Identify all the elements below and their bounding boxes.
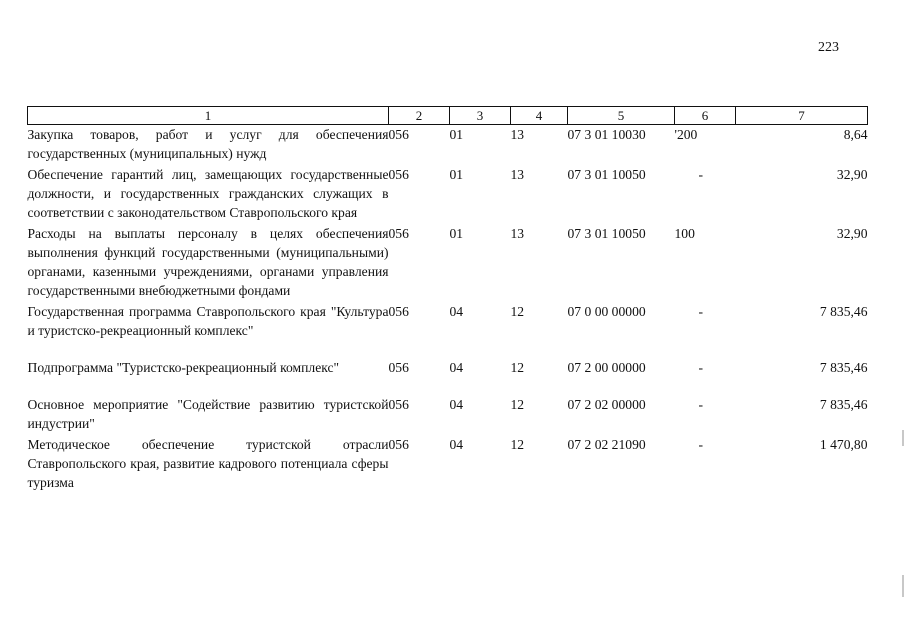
- budget-table: [27, 106, 868, 494]
- row-description: Обеспечение гарантий лиц, замещающих государственные должности, и государственных гражданских служащих в соответствии с законодательством Ставропольского края: [27, 167, 389, 220]
- ministry-code: 056: [388, 226, 409, 241]
- table-row: [28, 165, 868, 224]
- target-article-code: 07 3 01 10030: [567, 127, 646, 142]
- subsection-code: 12: [510, 360, 525, 375]
- column-header: 2: [389, 107, 450, 125]
- target-article-code: 07 2 02 21090: [567, 437, 646, 452]
- target-article-code: 07 2 02 00000: [567, 397, 646, 412]
- amount: 7 835,46: [819, 397, 868, 412]
- expense-type-code: '200: [674, 127, 698, 142]
- subsection-code: 13: [510, 167, 525, 182]
- amount: 8,64: [843, 127, 868, 142]
- table-row: [28, 358, 868, 395]
- expense-type-code: 100: [674, 226, 695, 241]
- row-description: Основное мероприятие "Содействие развитию туристской индустрии": [27, 397, 389, 431]
- ministry-code: 056: [388, 397, 409, 412]
- scan-speck: [902, 575, 904, 597]
- table-row: [28, 435, 868, 494]
- table-row: [28, 125, 868, 166]
- amount: 32,90: [836, 167, 868, 182]
- column-header: 6: [675, 107, 736, 125]
- section-code: 04: [449, 397, 464, 412]
- target-article-code: 07 3 01 10050: [567, 167, 646, 182]
- expense-type-code: -: [698, 167, 704, 182]
- subsection-code: 13: [510, 127, 525, 142]
- subsection-code: 12: [510, 397, 525, 412]
- subsection-code: 13: [510, 226, 525, 241]
- page-number: 223: [818, 40, 839, 55]
- expense-type-code: -: [698, 304, 704, 319]
- section-code: 04: [449, 360, 464, 375]
- table-row: [28, 302, 868, 358]
- section-code: 01: [449, 127, 464, 142]
- subsection-code: 12: [510, 437, 525, 452]
- row-description: Методическое обеспечение туристской отрасли Ставропольского края, развитие кадрового потенциала сферы туризма: [27, 437, 389, 490]
- table-row: [28, 395, 868, 435]
- expense-type-code: -: [698, 360, 704, 375]
- target-article-code: 07 0 00 00000: [567, 304, 646, 319]
- column-header: 7: [736, 107, 868, 125]
- ministry-code: 056: [388, 437, 409, 452]
- target-article-code: 07 2 00 00000: [567, 360, 646, 375]
- table-header-row: [28, 107, 868, 125]
- row-description: Закупка товаров, работ и услуг для обеспечения государственных (муниципальных) нужд: [27, 127, 389, 161]
- amount: 1 470,80: [819, 437, 868, 452]
- amount: 32,90: [836, 226, 868, 241]
- ministry-code: 056: [388, 127, 409, 142]
- ministry-code: 056: [388, 360, 409, 375]
- ministry-code: 056: [388, 304, 409, 319]
- column-header: 1: [28, 107, 389, 125]
- row-description: Расходы на выплаты персоналу в целях обеспечения выполнения функций государственными (муниципальными) органами, казенными учреждениями, органами управления государственными внебюджетными фондами: [27, 226, 389, 298]
- amount: 7 835,46: [819, 360, 868, 375]
- section-code: 01: [449, 226, 464, 241]
- expense-type-code: -: [698, 437, 704, 452]
- table-row: [28, 224, 868, 302]
- subsection-code: 12: [510, 304, 525, 319]
- scan-speck: [902, 430, 904, 446]
- column-header: 3: [450, 107, 511, 125]
- column-header: 5: [568, 107, 675, 125]
- target-article-code: 07 3 01 10050: [567, 226, 646, 241]
- expense-type-code: -: [698, 397, 704, 412]
- amount: 7 835,46: [819, 304, 868, 319]
- column-header: 4: [511, 107, 568, 125]
- section-code: 04: [449, 304, 464, 319]
- row-description: Подпрограмма "Туристско-рекреационный комплекс": [27, 360, 340, 375]
- section-code: 04: [449, 437, 464, 452]
- section-code: 01: [449, 167, 464, 182]
- ministry-code: 056: [388, 167, 409, 182]
- row-description: Государственная программа Ставропольского края "Культура и туристско-рекреационный комплекс": [27, 304, 389, 338]
